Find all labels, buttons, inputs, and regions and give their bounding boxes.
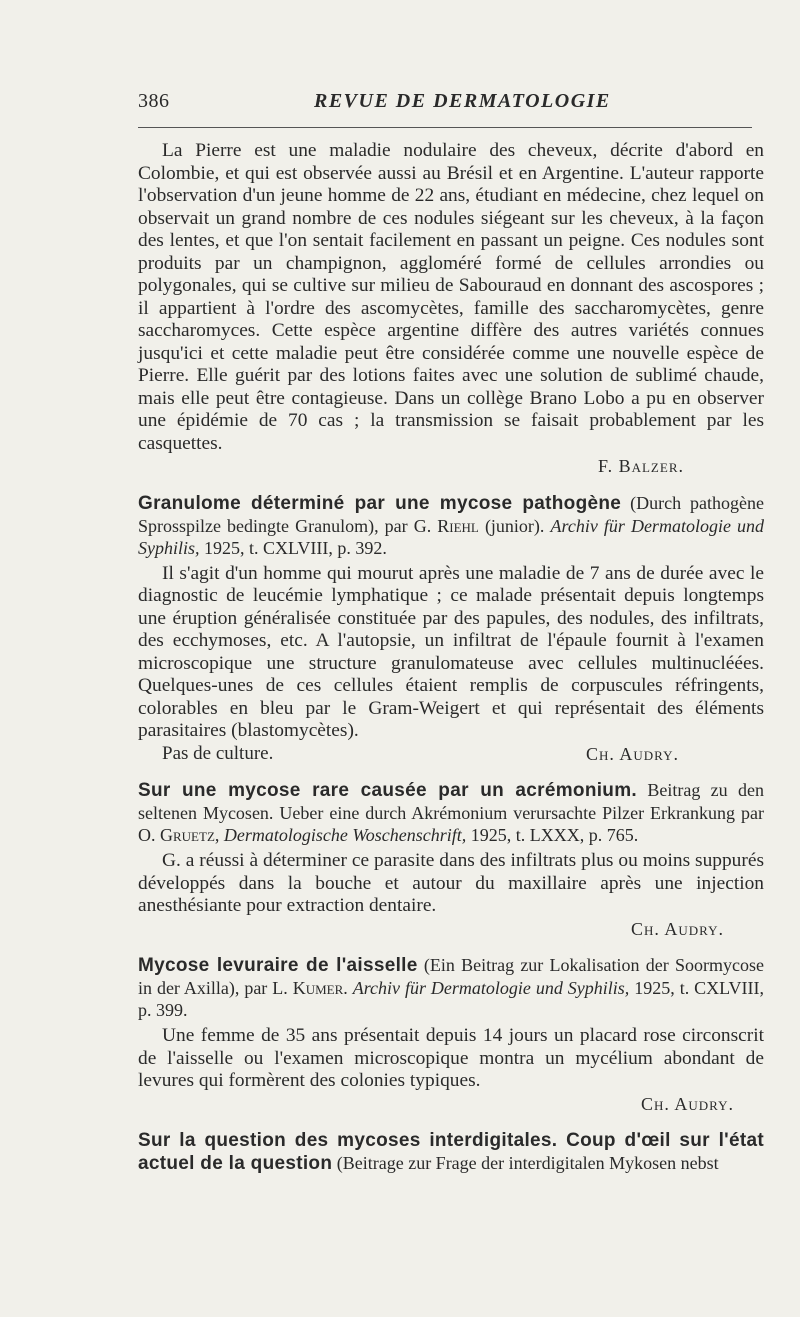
running-title: REVUE DE DERMATOLOGIE bbox=[314, 90, 611, 112]
article-2-body: Il s'agit d'un homme qui mourut après une maladie de 7 ans de durée avec le diagnostic de leucémie lymphatique ; ce malade présentait depuis longtemps une éruption généralisée constituée par des papules, des nodules, des infiltrats, des ecchymoses, etc. A l'autopsie, un infiltrat de l'épaule fournit à l'examen microscopique une structure granulomateuse avec cellules multinucléées. Quelques-unes de ces cellules étaient remplis de corpuscules réfringents, colorables en bleu par le Gram-Weigert et qui représentait des éléments parasitaires (blastomycètes). bbox=[138, 562, 764, 741]
article-3-body: G. a réussi à déterminer ce parasite dans des infiltrats plus ou moins suppurés développés dans la bouche et autour du maxillaire après une injection anesthésiante pour extraction dentaire. bbox=[138, 850, 764, 916]
header-rule bbox=[138, 127, 752, 128]
article-3-signature: Ch. Audry. bbox=[630, 918, 724, 939]
article-2-title: Granulome déterminé par une mycose pathogène (Durch pathogène Sprosspilze bedingte Granulom), par G. Riehl (junior). Archiv für Dermatologie und Syphilis, 1925, t. CXLVIII, p. 392. bbox=[138, 492, 764, 558]
article-1-signature: F. Balzer. bbox=[598, 456, 684, 476]
article-2-note: Pas de culture. bbox=[162, 742, 274, 764]
article-5-title: Sur la question des mycoses interdigitales. Coup d'œil sur l'état actuel de la question (Beitrage zur Frage der interdigitalen Mykosen nebst bbox=[138, 1130, 764, 1174]
article-4-signature: Ch. Audry. bbox=[640, 1093, 734, 1114]
article-4-title: Mycose levuraire de l'aisselle (Ein Beitrag zur Lokalisation der Soormycose in der Axilla), par L. Kumer. Archiv für Dermatologie und Syphilis, 1925, t. CXLVIII, p. 399. bbox=[138, 955, 764, 1020]
text-column bbox=[138, 140, 764, 1175]
article-2-signature: Ch. Audry. bbox=[585, 743, 679, 764]
article-1-body: La Pierre est une maladie nodulaire des cheveux, décrite d'abord en Colombie, et qui est observée aussi au Brésil et en Argentine. L'auteur rapporte l'observation d'un jeune homme de 22 ans, étudiant en médecine, chez lequel on observait un grand nombre de ces nodules siégeant sur les cheveux, à la façon des lentes, et que l'on sentait facilement en passant un peigne. Ces nodules sont produits par un champignon, aggloméré formé de cellules arrondies ou polygonales, qui se cultive sur milieu de Sabouraud en donnant des ascospores ; il appartient à l'ordre des ascomycètes, famille des saccharomycètes, genre saccharomyces. Cette espèce argentine diffère des autres variétés connues jusqu'ici et cette maladie peut être considérée comme une nouvelle espèce de Pierre. Elle guérit par des lotions faites avec une solution de sublimé chaude, mais elle peut être contagieuse. Dans un collège Brano Lobo a pu en observer une épidémie de 70 cas ; la transmission se faisait probablement par les casquettes. bbox=[138, 140, 764, 454]
article-2-footer bbox=[138, 743, 764, 766]
article-3-title: Sur une mycose rare causée par un acrémonium. Beitrag zu den seltenen Mycosen. Ueber eine durch Akrémonium verursachte Pilzer Erkrankung par O. Gruetz, Dermatologische Woschenschrift, 1925, t. LXXX, p. 765. bbox=[138, 780, 764, 845]
page-number: 386 bbox=[138, 90, 170, 112]
running-header bbox=[0, 86, 800, 116]
article-4-body: Une femme de 35 ans présentait depuis 14 jours un placard rose circonscrit de l'aisselle ou l'examen microscopique montra un mycélium abondant de levures qui formèrent des colonies typiques. bbox=[138, 1025, 764, 1091]
